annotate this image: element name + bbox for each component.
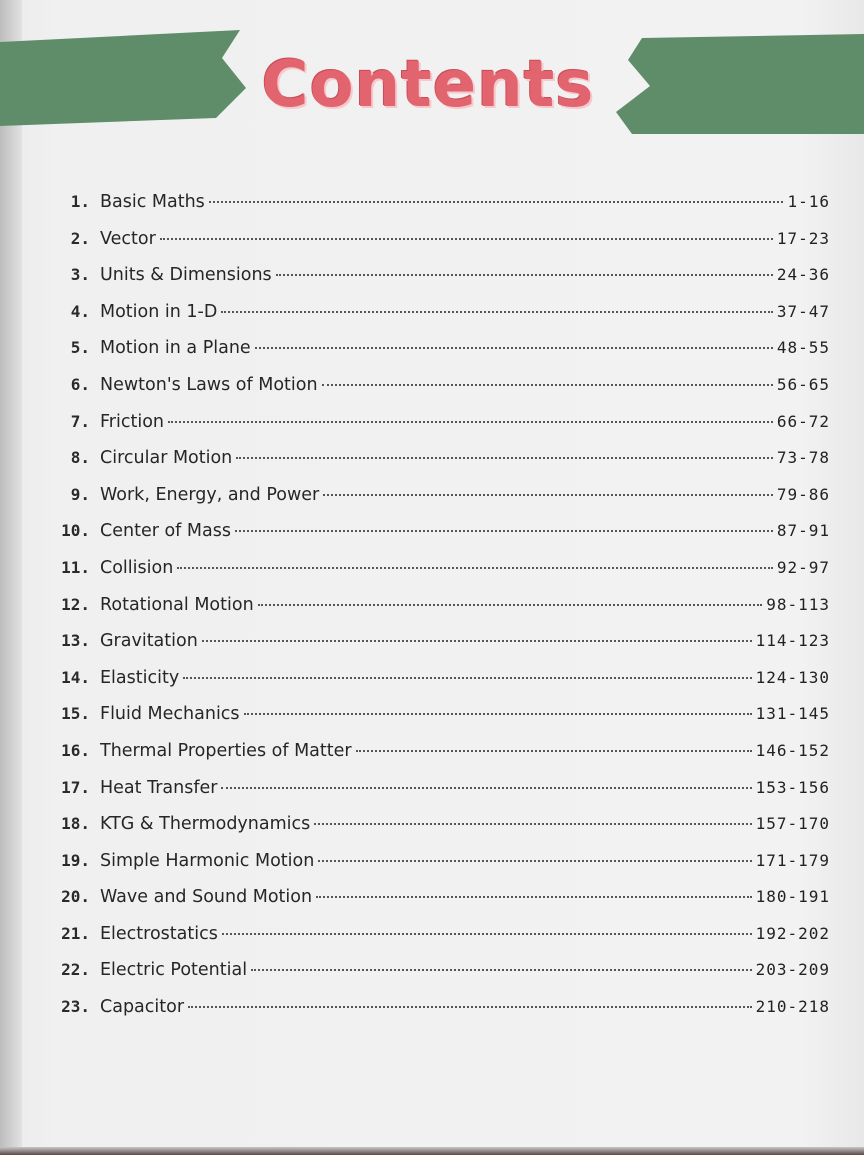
chapter-number: 11. (61, 557, 90, 577)
chapter-title: Elasticity (100, 667, 180, 688)
page-range: 180-191 (755, 887, 830, 907)
chapter-title: Vector (100, 228, 156, 249)
chapter-number: 3. (70, 265, 90, 285)
page-range: 87-91 (776, 521, 830, 541)
toc-row (40, 997, 830, 1034)
toc-row (40, 887, 830, 924)
toc-row (40, 924, 830, 961)
toc-row (40, 595, 830, 632)
page-range: 48-55 (776, 338, 830, 358)
page-range: 131-145 (755, 704, 830, 724)
toc-row (40, 851, 830, 888)
chapter-number: 8. (70, 448, 90, 468)
page-range: 98-113 (766, 594, 830, 614)
dot-leader (177, 567, 773, 569)
page-range: 114-123 (755, 631, 830, 651)
toc-row (40, 192, 830, 229)
dot-leader (314, 823, 751, 825)
toc-row (40, 814, 830, 851)
chapter-number: 6. (70, 374, 90, 394)
chapter-number: 9. (70, 484, 90, 504)
toc-row (40, 741, 830, 778)
chapter-number: 10. (61, 521, 90, 541)
chapter-number: 18. (61, 814, 90, 834)
dot-leader (183, 677, 751, 679)
toc-row (40, 704, 830, 741)
page-range: 66-72 (776, 411, 830, 431)
dot-leader (221, 311, 772, 313)
chapter-number: 23. (61, 997, 90, 1017)
dot-leader (209, 201, 784, 203)
toc-row (40, 229, 830, 266)
page-range: 157-170 (755, 814, 830, 834)
toc-row (40, 412, 830, 449)
header-banner (0, 0, 864, 160)
toc-row (40, 631, 830, 668)
chapter-title: Thermal Properties of Matter (100, 740, 352, 761)
toc-row (40, 265, 830, 302)
chapter-title: Newton's Laws of Motion (100, 374, 318, 395)
page-title: Contents (261, 48, 595, 122)
dot-leader (222, 933, 752, 935)
dot-leader (160, 238, 773, 240)
page-range: 79-86 (776, 484, 830, 504)
left-ribbon (0, 30, 246, 126)
chapter-number: 22. (61, 960, 90, 980)
chapter-title: Center of Mass (100, 521, 231, 542)
page-range: 24-36 (776, 265, 830, 285)
page-range: 146-152 (755, 740, 830, 760)
chapter-title: Motion in a Plane (100, 338, 251, 359)
chapter-number: 13. (61, 631, 90, 651)
chapter-title: Simple Harmonic Motion (100, 850, 315, 871)
chapter-number: 1. (70, 192, 90, 211)
page-range: 73-78 (776, 448, 830, 468)
chapter-title: Fluid Mechanics (100, 704, 240, 725)
dot-leader (236, 457, 773, 459)
page-range: 192-202 (755, 923, 830, 943)
chapter-title: KTG & Thermodynamics (100, 814, 311, 835)
dot-leader (188, 1006, 752, 1008)
dot-leader (168, 421, 773, 423)
chapter-number: 7. (70, 411, 90, 431)
page-range: 1-16 (787, 192, 830, 211)
toc-row (40, 375, 830, 412)
dot-leader (323, 494, 773, 496)
chapter-title: Collision (100, 557, 174, 578)
table-of-contents (40, 192, 830, 1034)
chapter-title: Circular Motion (100, 448, 233, 469)
chapter-title: Motion in 1-D (100, 301, 218, 322)
chapter-number: 5. (70, 338, 90, 358)
dot-leader (258, 604, 763, 606)
page-range: 56-65 (776, 374, 830, 394)
dot-leader (244, 713, 752, 715)
chapter-title: Wave and Sound Motion (100, 887, 313, 908)
chapter-title: Rotational Motion (100, 594, 254, 615)
toc-row (40, 448, 830, 485)
dot-leader (255, 347, 773, 349)
chapter-title: Friction (100, 411, 164, 432)
toc-row (40, 960, 830, 997)
page-range: 124-130 (755, 667, 830, 687)
page-bottom-edge (0, 1147, 864, 1155)
toc-row (40, 485, 830, 522)
toc-row (40, 668, 830, 705)
chapter-number: 4. (70, 301, 90, 321)
page-range: 153-156 (755, 777, 830, 797)
dot-leader (276, 274, 773, 276)
dot-leader (251, 969, 751, 971)
page-range: 92-97 (776, 557, 830, 577)
chapter-number: 19. (61, 850, 90, 870)
dot-leader (221, 787, 751, 789)
chapter-title: Electrostatics (100, 923, 218, 944)
page-range: 203-209 (755, 960, 830, 980)
chapter-title: Basic Maths (100, 192, 205, 212)
dot-leader (356, 750, 752, 752)
chapter-number: 21. (61, 923, 90, 943)
toc-row (40, 558, 830, 595)
chapter-title: Heat Transfer (100, 777, 218, 798)
page-spine-shadow (0, 0, 22, 1155)
chapter-title: Capacitor (100, 997, 185, 1018)
chapter-number: 15. (61, 704, 90, 724)
chapter-title: Electric Potential (100, 960, 248, 981)
page-range: 171-179 (755, 850, 830, 870)
chapter-number: 17. (61, 777, 90, 797)
chapter-title: Units & Dimensions (100, 265, 272, 286)
toc-row (40, 778, 830, 815)
chapter-number: 20. (61, 887, 90, 907)
dot-leader (316, 896, 751, 898)
chapter-number: 14. (61, 667, 90, 687)
page-range: 37-47 (776, 301, 830, 321)
chapter-title: Work, Energy, and Power (100, 484, 320, 505)
page-range: 210-218 (755, 997, 830, 1017)
dot-leader (202, 640, 752, 642)
chapter-number: 16. (61, 740, 90, 760)
dot-leader (322, 384, 773, 386)
chapter-number: 2. (70, 228, 90, 248)
chapter-title: Gravitation (100, 631, 198, 652)
dot-leader (318, 860, 751, 862)
page-range: 17-23 (776, 228, 830, 248)
toc-row (40, 521, 830, 558)
right-ribbon (616, 34, 864, 134)
toc-row (40, 338, 830, 375)
chapter-number: 12. (61, 594, 90, 614)
toc-row (40, 302, 830, 339)
dot-leader (235, 530, 773, 532)
